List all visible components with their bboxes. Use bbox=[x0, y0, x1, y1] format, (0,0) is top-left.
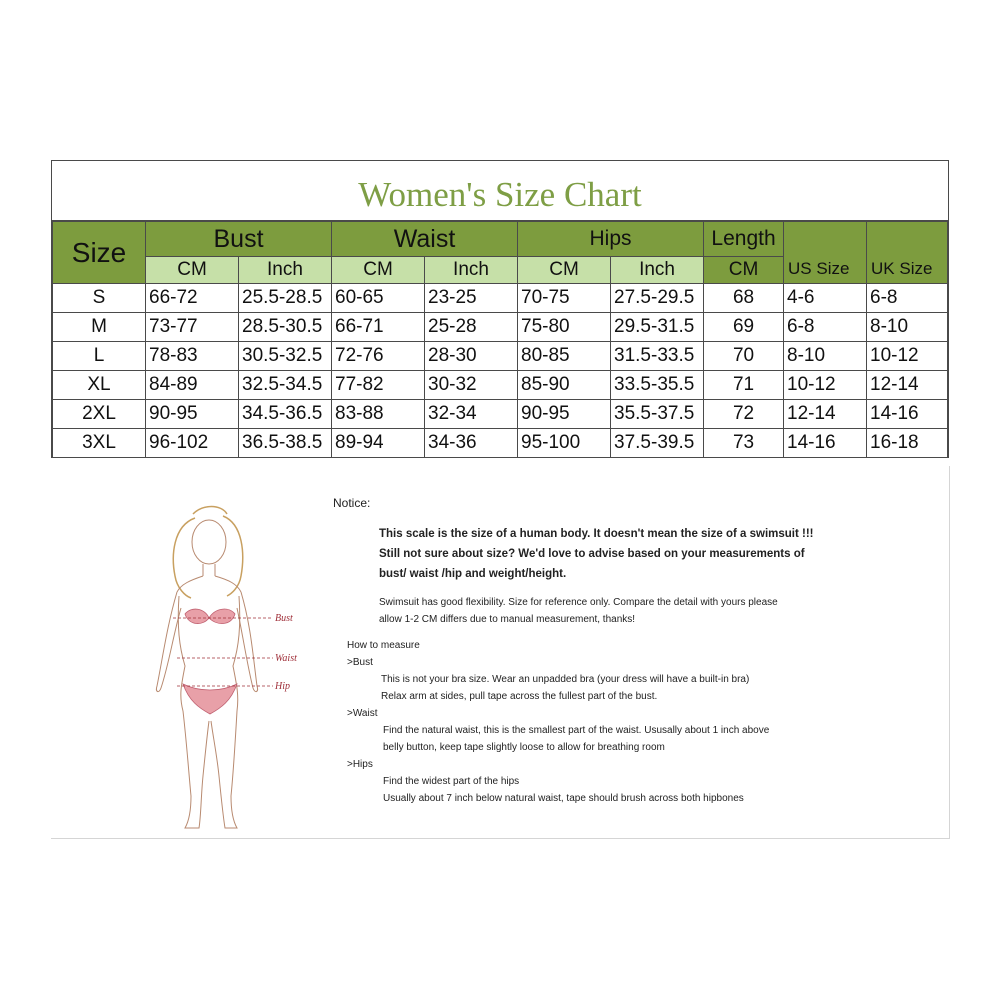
cell-us-size: 6-8 bbox=[784, 313, 867, 342]
cell-hips-cm: 85-90 bbox=[518, 371, 611, 400]
header-size: Size bbox=[53, 222, 146, 284]
bust-heading: >Bust bbox=[347, 657, 373, 668]
waist-heading: >Waist bbox=[347, 708, 378, 719]
cell-length-cm: 69 bbox=[704, 313, 784, 342]
cell-waist-inch: 30-32 bbox=[425, 371, 518, 400]
cell-us-size: 12-14 bbox=[784, 400, 867, 429]
header-uk-size: UK Size bbox=[867, 222, 948, 284]
cell-hips-inch: 37.5-39.5 bbox=[611, 429, 704, 458]
hip-label: Hip bbox=[275, 681, 290, 692]
cell-waist-inch: 25-28 bbox=[425, 313, 518, 342]
bust-line-2: Relax arm at sides, pull tape across the fullest part of the bust. bbox=[381, 691, 658, 702]
cell-length-cm: 70 bbox=[704, 342, 784, 371]
header-row-groups bbox=[53, 222, 948, 257]
body-figure-illustration bbox=[133, 496, 343, 836]
bust-label: Bust bbox=[275, 613, 293, 624]
unit-bust-cm: CM bbox=[146, 257, 239, 284]
size-table bbox=[52, 221, 948, 458]
cell-uk-size: 14-16 bbox=[867, 400, 948, 429]
cell-hips-inch: 31.5-33.5 bbox=[611, 342, 704, 371]
cell-hips-cm: 70-75 bbox=[518, 284, 611, 313]
hips-line-2: Usually about 7 inch below natural waist, tape should brush across both hipbones bbox=[383, 793, 744, 804]
cell-uk-size: 12-14 bbox=[867, 371, 948, 400]
cell-hips-cm: 75-80 bbox=[518, 313, 611, 342]
notice-block bbox=[333, 496, 933, 807]
waist-line-2: belly button, keep tape slightly loose to allow for breathing room bbox=[383, 742, 665, 753]
header-waist: Waist bbox=[332, 222, 518, 257]
cell-bust-cm: 66-72 bbox=[146, 284, 239, 313]
cell-length-cm: 68 bbox=[704, 284, 784, 313]
cell-waist-cm: 89-94 bbox=[332, 429, 425, 458]
cell-uk-size: 16-18 bbox=[867, 429, 948, 458]
hips-line-1: Find the widest part of the hips bbox=[383, 776, 520, 787]
cell-size: 2XL bbox=[53, 400, 146, 429]
unit-waist-cm: CM bbox=[332, 257, 425, 284]
hips-heading: >Hips bbox=[347, 759, 373, 770]
header-bust: Bust bbox=[146, 222, 332, 257]
measurement-guide bbox=[51, 466, 950, 839]
flex-line-1: Swimsuit has good flexibility. Size for reference only. Compare the detail with yours please bbox=[379, 597, 778, 608]
cell-size: M bbox=[53, 313, 146, 342]
cell-us-size: 4-6 bbox=[784, 284, 867, 313]
cell-size: S bbox=[53, 284, 146, 313]
table-row bbox=[53, 400, 948, 429]
waist-label: Waist bbox=[275, 653, 297, 664]
woman-figure-icon bbox=[133, 496, 343, 836]
how-to-measure: How to measure bbox=[347, 640, 420, 651]
unit-hips-cm: CM bbox=[518, 257, 611, 284]
notice-bold-line-2: Still not sure about size? We'd love to advise based on your measurements of bbox=[379, 548, 805, 560]
cell-us-size: 8-10 bbox=[784, 342, 867, 371]
cell-size: XL bbox=[53, 371, 146, 400]
unit-waist-inch: Inch bbox=[425, 257, 518, 284]
notice-bold-line-1: This scale is the size of a human body. It doesn't mean the size of a swimsuit !!! bbox=[379, 528, 814, 540]
cell-waist-cm: 72-76 bbox=[332, 342, 425, 371]
header-length: Length bbox=[704, 222, 784, 257]
header-hips: Hips bbox=[518, 222, 704, 257]
cell-waist-cm: 60-65 bbox=[332, 284, 425, 313]
cell-size: 3XL bbox=[53, 429, 146, 458]
cell-bust-cm: 90-95 bbox=[146, 400, 239, 429]
unit-length-cm: CM bbox=[704, 257, 784, 284]
cell-waist-cm: 83-88 bbox=[332, 400, 425, 429]
table-row bbox=[53, 371, 948, 400]
notice-bold-line-3: bust/ waist /hip and weight/height. bbox=[379, 568, 567, 580]
cell-bust-inch: 30.5-32.5 bbox=[239, 342, 332, 371]
cell-waist-inch: 32-34 bbox=[425, 400, 518, 429]
header-us-size: US Size bbox=[784, 222, 867, 284]
table-row bbox=[53, 284, 948, 313]
cell-hips-inch: 33.5-35.5 bbox=[611, 371, 704, 400]
cell-us-size: 14-16 bbox=[784, 429, 867, 458]
cell-length-cm: 71 bbox=[704, 371, 784, 400]
cell-uk-size: 8-10 bbox=[867, 313, 948, 342]
cell-hips-cm: 90-95 bbox=[518, 400, 611, 429]
cell-bust-cm: 84-89 bbox=[146, 371, 239, 400]
cell-hips-inch: 35.5-37.5 bbox=[611, 400, 704, 429]
flex-line-2: allow 1-2 CM differs due to manual measurement, thanks! bbox=[379, 614, 636, 625]
cell-hips-cm: 80-85 bbox=[518, 342, 611, 371]
cell-waist-inch: 23-25 bbox=[425, 284, 518, 313]
table-row bbox=[53, 429, 948, 458]
cell-waist-inch: 34-36 bbox=[425, 429, 518, 458]
cell-waist-cm: 66-71 bbox=[332, 313, 425, 342]
cell-bust-cm: 78-83 bbox=[146, 342, 239, 371]
unit-bust-inch: Inch bbox=[239, 257, 332, 284]
cell-size: L bbox=[53, 342, 146, 371]
cell-hips-inch: 29.5-31.5 bbox=[611, 313, 704, 342]
cell-bust-inch: 25.5-28.5 bbox=[239, 284, 332, 313]
cell-uk-size: 6-8 bbox=[867, 284, 948, 313]
cell-uk-size: 10-12 bbox=[867, 342, 948, 371]
cell-hips-cm: 95-100 bbox=[518, 429, 611, 458]
cell-waist-inch: 28-30 bbox=[425, 342, 518, 371]
waist-line-1: Find the natural waist, this is the smallest part of the waist. Ususally about 1 inch above bbox=[383, 725, 770, 736]
cell-bust-inch: 36.5-38.5 bbox=[239, 429, 332, 458]
cell-us-size: 10-12 bbox=[784, 371, 867, 400]
cell-length-cm: 73 bbox=[704, 429, 784, 458]
cell-hips-inch: 27.5-29.5 bbox=[611, 284, 704, 313]
cell-bust-inch: 34.5-36.5 bbox=[239, 400, 332, 429]
table-row bbox=[53, 313, 948, 342]
size-chart bbox=[51, 160, 949, 458]
cell-bust-inch: 28.5-30.5 bbox=[239, 313, 332, 342]
cell-bust-cm: 73-77 bbox=[146, 313, 239, 342]
cell-bust-cm: 96-102 bbox=[146, 429, 239, 458]
cell-bust-inch: 32.5-34.5 bbox=[239, 371, 332, 400]
cell-waist-cm: 77-82 bbox=[332, 371, 425, 400]
table-row bbox=[53, 342, 948, 371]
notice-title: Notice: bbox=[333, 496, 371, 510]
size-table-body bbox=[53, 284, 948, 458]
bust-line-1: This is not your bra size. Wear an unpadded bra (your dress will have a built-in bra) bbox=[381, 674, 750, 685]
chart-title: Women's Size Chart bbox=[52, 161, 948, 221]
cell-length-cm: 72 bbox=[704, 400, 784, 429]
unit-hips-inch: Inch bbox=[611, 257, 704, 284]
